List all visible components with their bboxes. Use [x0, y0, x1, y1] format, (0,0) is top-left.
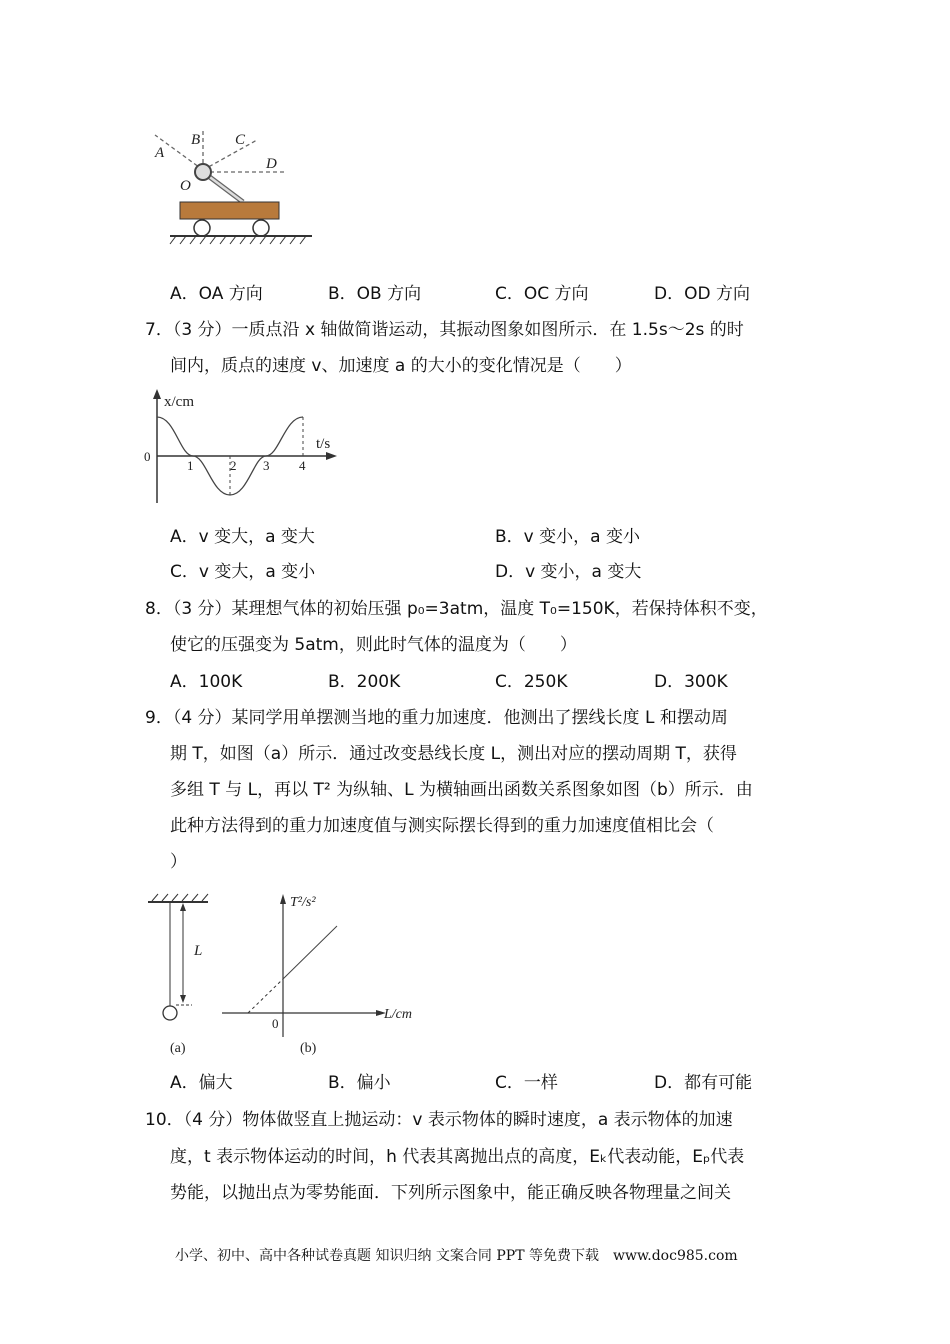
q9-line-5: ）: [170, 852, 187, 872]
q6-option-b[interactable]: B．OB 方向: [328, 284, 422, 304]
tick-3: 3: [263, 458, 270, 473]
origin-label: 0: [144, 449, 151, 464]
q7-option-d[interactable]: D．v 变小，a 变大: [495, 562, 642, 582]
q9-line-1: 9．（4 分）某同学用单摆测当地的重力加速度．他测出了摆线长度 L 和摆动周: [145, 708, 728, 728]
label-o: O: [180, 178, 191, 194]
q9-line-3: 多组 T 与 L，再以 T² 为纵轴、L 为横轴画出函数关系图象如图（b）所示．由: [170, 780, 753, 800]
label-c: C: [235, 132, 246, 148]
label-a: A: [155, 145, 165, 161]
q7-option-a[interactable]: A．v 变大，a 变大: [170, 527, 315, 547]
q8-line-1: 8．（3 分）某理想气体的初始压强 p₀=3atm，温度 T₀=150K，若保持体积不变，: [145, 599, 768, 619]
label-d: D: [266, 156, 277, 172]
x-axis-label: L/cm: [384, 1007, 412, 1022]
q7-option-c[interactable]: C．v 变大，a 变小: [170, 562, 316, 582]
q8-option-a[interactable]: A．100K: [170, 672, 243, 692]
q9-option-a[interactable]: A．偏大: [170, 1073, 233, 1093]
q8-option-d[interactable]: D．300K: [654, 672, 728, 692]
q9-option-d[interactable]: D．都有可能: [654, 1073, 753, 1093]
caption-b: (b): [300, 1041, 317, 1056]
q6-option-c[interactable]: C．OC 方向: [495, 284, 589, 304]
origin-label: 0: [272, 1016, 279, 1031]
page-footer: 小学、初中、高中各种试卷真题 知识归纳 文案合同 PPT 等免费下载 www.doc985.com: [175, 1248, 738, 1264]
q8-option-b[interactable]: B．200K: [328, 672, 401, 692]
q7-line-1: 7．（3 分）一质点沿 x 轴做简谐运动，其振动图象如图所示．在 1.5s～2s 的时: [145, 320, 744, 340]
q9-option-c[interactable]: C．一样: [495, 1073, 558, 1093]
y-axis-label: T²/s²: [290, 895, 316, 910]
tick-1: 1: [187, 458, 194, 473]
tick-2: 2: [230, 458, 237, 473]
x-axis-label: t/s: [316, 436, 331, 452]
length-label: L: [194, 943, 203, 959]
q9-line-2: 期 T，如图（a）所示．通过改变悬线长度 L，测出对应的摆动周期 T，获得: [170, 744, 737, 764]
q10-line-3: 势能，以抛出点为零势能面．下列所示图象中，能正确反映各物理量之间关: [170, 1183, 731, 1203]
q6-cart-figure: [140, 120, 340, 250]
q8-line-2: 使它的压强变为 5atm，则此时气体的温度为（ ）: [170, 635, 577, 655]
q9-line-4: 此种方法得到的重力加速度值与测实际摆长得到的重力加速度值相比会（: [170, 816, 714, 836]
q7-option-b[interactable]: B．v 变小，a 变小: [495, 527, 640, 547]
q9-option-b[interactable]: B．偏小: [328, 1073, 391, 1093]
q10-line-2: 度，t 表示物体运动的时间，h 代表其离抛出点的高度，Eₖ代表动能，Eₚ代表: [170, 1147, 745, 1167]
label-b: B: [191, 132, 201, 148]
q7-oscillation-graph: [140, 385, 350, 510]
q6-option-a[interactable]: A．OA 方向: [170, 284, 263, 304]
q6-option-d[interactable]: D．OD 方向: [654, 284, 750, 304]
y-axis-label: x/cm: [164, 394, 194, 410]
q7-line-2: 间内，质点的速度 v、加速度 a 的大小的变化情况是（ ）: [170, 356, 632, 376]
q9-pendulum-figure: [140, 880, 430, 1060]
tick-4: 4: [299, 458, 306, 473]
q10-line-1: 10．（4 分）物体做竖直上抛运动：v 表示物体的瞬时速度，a 表示物体的加速: [145, 1110, 733, 1130]
caption-a: (a): [170, 1041, 186, 1056]
q8-option-c[interactable]: C．250K: [495, 672, 568, 692]
